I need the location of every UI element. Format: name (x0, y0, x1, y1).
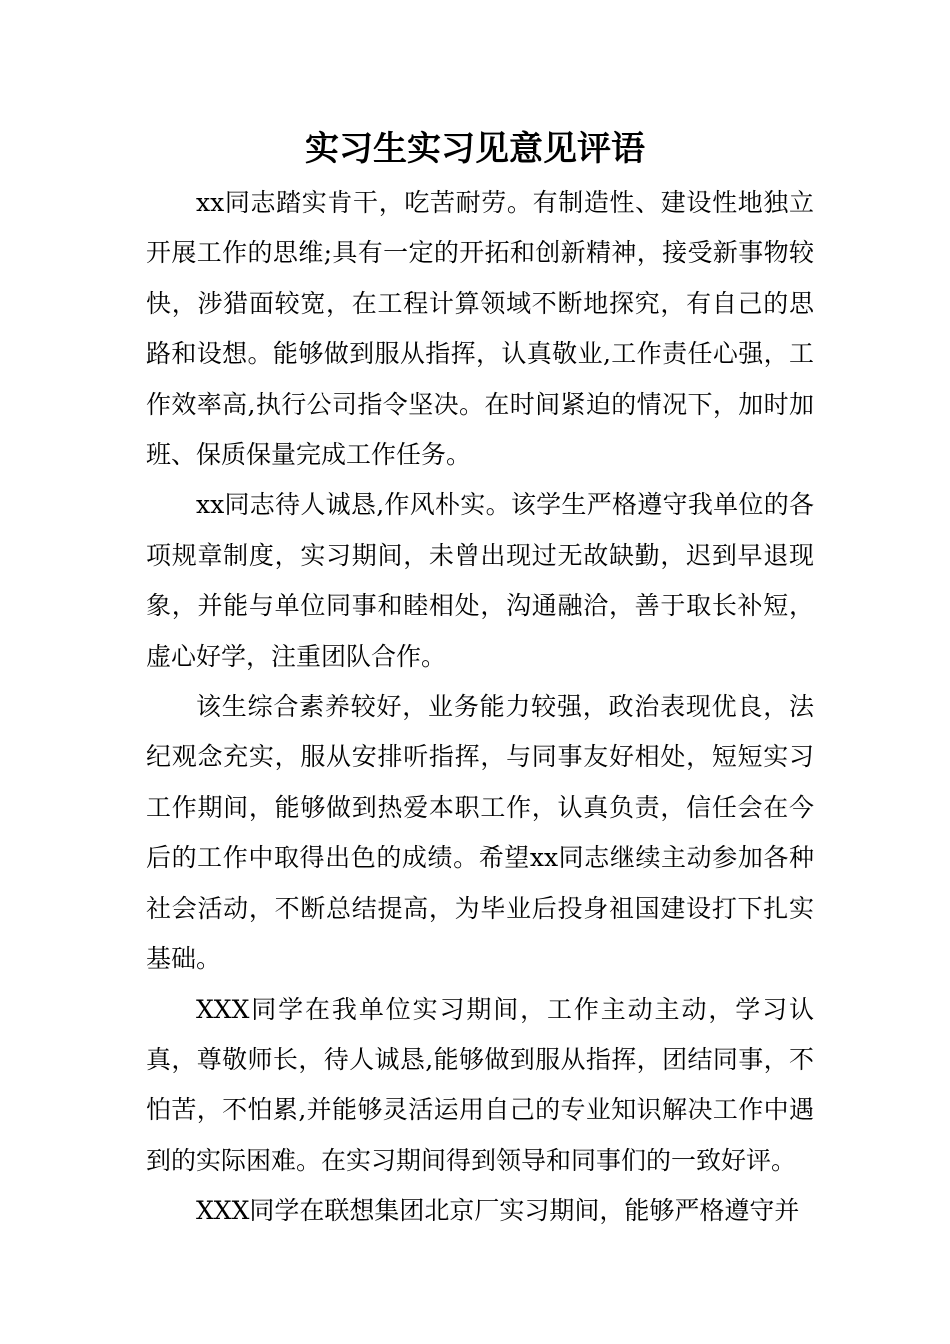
paragraph: xx同志踏实肯干，吃苦耐劳。有制造性、建设性地独立开展工作的思维;具有一定的开拓和创新精神，接受新事物较快，涉猎面较宽，在工程计算领域不断地探究，有自己的思路和设想。能够做到服从指挥，认真敬业,工作责任心强，工作效率高,执行公司指令坚决。在时间紧迫的情况下，加时加班、保质保量完成工作任务。 (146, 188, 814, 470)
paragraph: XXX同学在联想集团北京厂实习期间，能够严格遵守并 (196, 1196, 800, 1226)
paragraph: 该生综合素养较好，业务能力较强，政治表现优良，法纪观念充实，服从安排听指挥，与同事友好相处，短短实习工作期间，能够做到热爱本职工作，认真负责，信任会在今后的工作中取得出色的成绩。希望xx同志继续主动参加各种社会活动，不断总结提高，为毕业后投身祖国建设打下扎实基础。 (146, 692, 814, 974)
paragraph: XXX同学在我单位实习期间，工作主动主动，学习认真，尊敬师长，待人诚恳,能够做到服从指挥，团结同事，不怕苦，不怕累,并能够灵活运用自己的专业知识解决工作中遇到的实际困难。在实习期间得到领导和同事们的一致好评。 (146, 994, 814, 1175)
document-body (146, 178, 814, 1237)
paragraph: xx同志待人诚恳,作风朴实。该学生严格遵守我单位的各项规章制度，实习期间，未曾出现过无故缺勤，迟到早退现象，并能与单位同事和睦相处，沟通融洽，善于取长补短，虚心好学，注重团队合作。 (146, 490, 814, 671)
document-title: 实习生实习见意见评语 (305, 129, 645, 169)
